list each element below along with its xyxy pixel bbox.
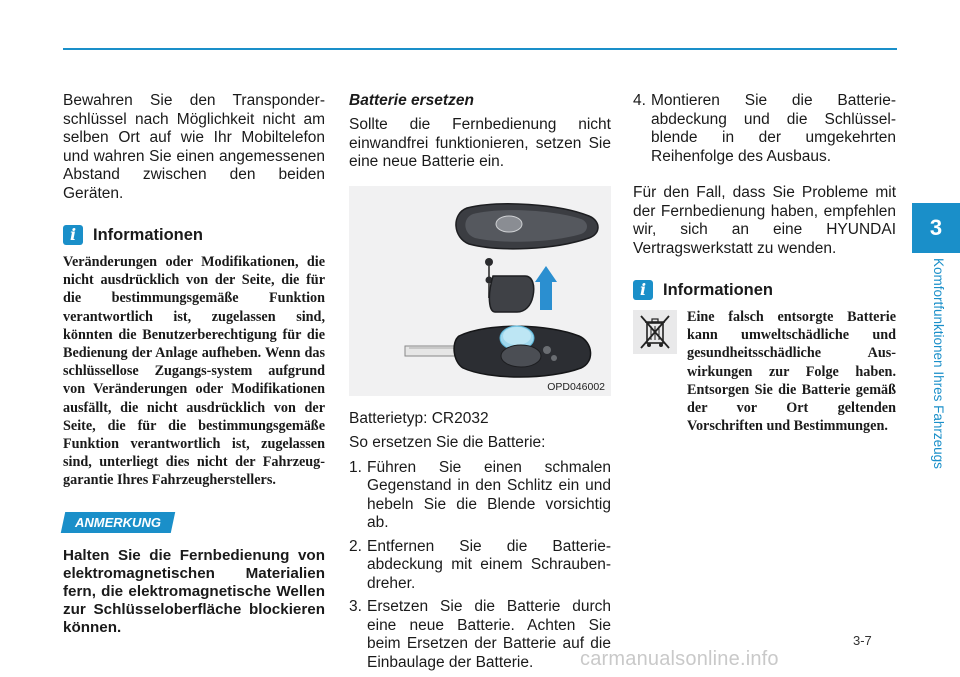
steps-list-2	[633, 92, 896, 166]
smart-key-illustration	[349, 186, 611, 396]
section-heading: Batterie ersetzen	[349, 92, 474, 109]
info-icon: i	[63, 225, 83, 245]
step-number: 2.	[349, 537, 362, 555]
step-text: Montieren Sie die Batterie-abdeckung und die Schlüssel-blende in der umgekehrten Reihenfolge des Ausbaus.	[651, 92, 896, 165]
steps-list-1	[349, 459, 611, 673]
figure-code: OPD046002	[547, 380, 605, 393]
crossed-bin-icon	[633, 310, 677, 354]
battery-type: Batterietyp: CR2032	[349, 409, 489, 427]
step-text: Ersetzen Sie die Batterie durch eine neue Batterie. Achten Sie beim Ersetzen der Batterie auf die Einbaulage der Batterie.	[367, 598, 611, 671]
key-battery-figure	[349, 186, 611, 396]
step-text: Entfernen Sie die Batterie-abdeckung mit einem Schrauben-dreher.	[367, 537, 611, 592]
watermark: carmanualsonline.info	[580, 648, 779, 670]
info-heading-1	[63, 225, 325, 245]
step-number: 3.	[349, 598, 362, 615]
info-text-2: Eine falsch entsorgte Batterie kann umweltschädliche und gesundheitsschädliche Aus-wirkungen zur Folge haben. Entsorgen Sie die Batterie gemäß der vor Ort geltenden Vorschriften und Bestimmungen.	[687, 309, 896, 435]
chapter-title: Komfortfunktionen Ihres Fahrzeugs	[931, 258, 946, 469]
list-item	[349, 598, 611, 672]
info-icon: i	[633, 280, 653, 300]
battery-intro: Sollte die Fernbedienung nicht einwandfrei funktionieren, setzen Sie eine neue Batterie ein.	[349, 116, 611, 170]
info-title-1: Informationen	[93, 225, 203, 244]
header-rule	[63, 48, 897, 50]
step-text: Führen Sie einen schmalen Gegenstand in den Schlitz ein und hebeln Sie die Blende vorsichtig ab.	[367, 458, 611, 531]
note-badge	[61, 512, 175, 533]
list-item	[349, 459, 611, 533]
list-item	[349, 538, 611, 594]
intro-paragraph: Bewahren Sie den Transponder-schlüssel nach Möglichkeit nicht am selben Ort auf wie Ihr Mobiltelefon und wahren Sie einen angemessenen Abstand zwischen den beiden Geräten.	[63, 92, 325, 202]
info-text-1: Veränderungen oder Modifikationen, die nicht ausdrücklich von der Seite, die für die bestimmungsgemäße Funktion verantwortlich ist, zugelassen sind, könnten die Benutzerberechtigung für die Bedienung der Anlage aufheben. Wenn das schlüssellose Zugangs-system aufgrund von Veränderungen oder Modifikationen ausfällt, die nicht ausdrücklich von der Seite, die für die bestimmungsgemäße Funktion verantwortlich ist, zugelassen sind, unterliegt dies nicht der Fahrzeug-garantie Ihres Fahrzeugherstellers.	[63, 254, 325, 489]
column-right	[633, 92, 896, 435]
chapter-tab: 3	[912, 203, 960, 253]
column-middle	[349, 92, 611, 677]
problem-paragraph: Für den Fall, dass Sie Probleme mit der Fernbedienung haben, empfehlen wir, sich an eine HYUNDAI Vertragswerkstatt zu wenden.	[633, 184, 896, 257]
step-number: 1.	[349, 458, 362, 476]
list-item	[633, 92, 896, 166]
disposal-block	[633, 308, 896, 435]
page-number: 3-7	[853, 633, 872, 648]
note-text: Halten Sie die Fernbedienung von elektromagnetischen Materialien fern, die elektromagnetische Wellen zur Schlüsseloberfläche blockieren können.	[63, 546, 325, 637]
info-heading-2	[633, 280, 896, 300]
step-number: 4.	[633, 92, 646, 109]
info-title-2: Informationen	[663, 280, 773, 299]
note-badge-label: ANMERKUNG	[75, 514, 161, 530]
how-to-line: So ersetzen Sie die Batterie:	[349, 434, 546, 451]
column-left	[63, 92, 325, 638]
